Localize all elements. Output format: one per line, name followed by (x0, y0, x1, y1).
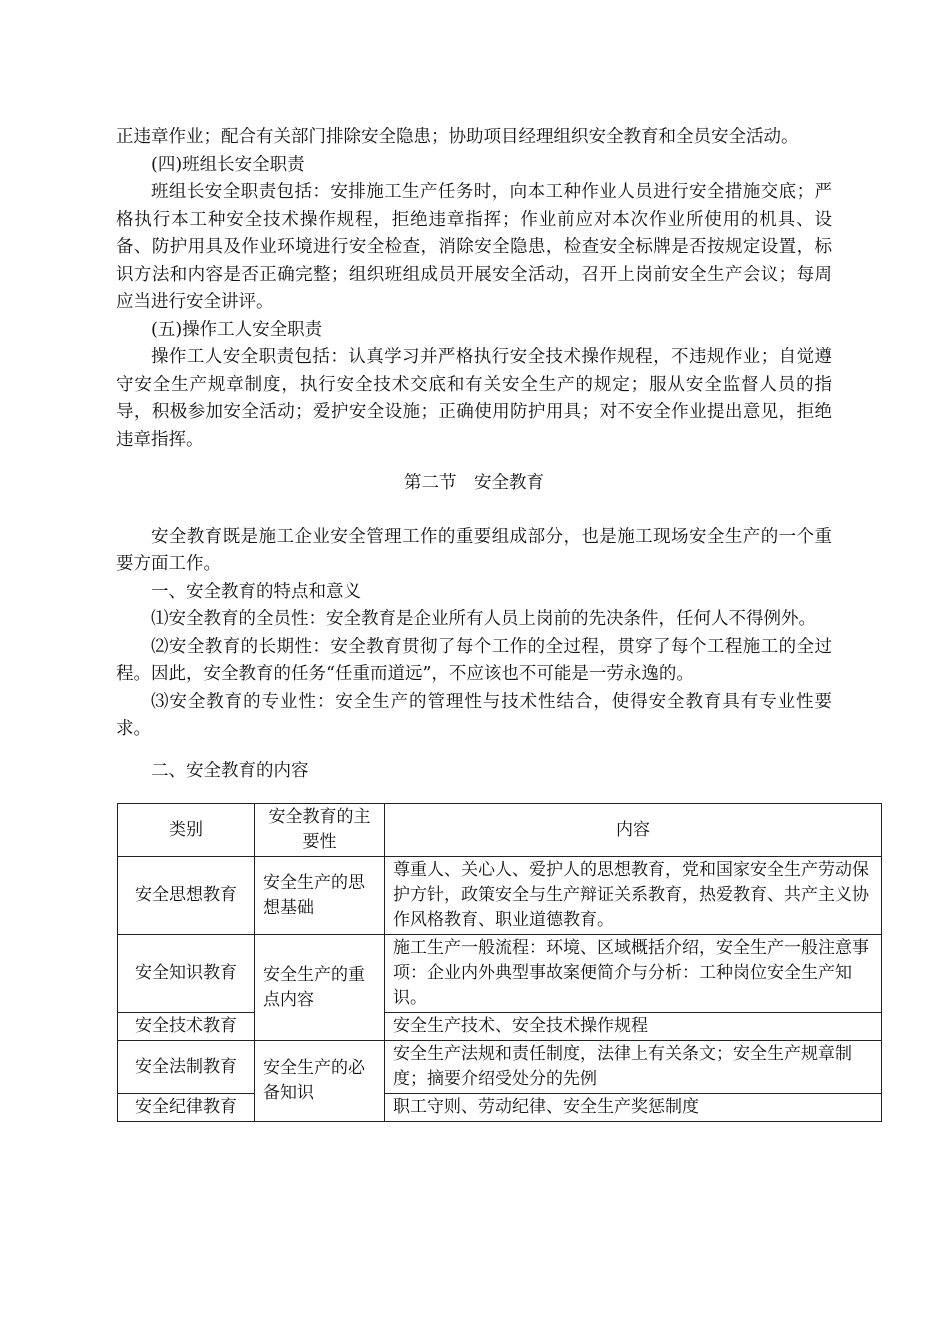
paragraph: 安全教育既是施工企业安全管理工作的重要组成部分，也是施工现场安全生产的一个重要方面工作。 (116, 526, 832, 574)
list-item: ⑴安全教育的全员性：安全教育是企业所有人员上岗前的先决条件，任何人不得例外。 (151, 609, 816, 629)
table-row (118, 1013, 882, 1041)
importance-cell: 安全生产的必备知识 (255, 1041, 385, 1122)
education-content-table (117, 803, 882, 1122)
category-cell: 安全知识教育 (118, 935, 255, 1013)
content-cell: 安全生产法规和责任制度，法律上有关条文；安全生产规章制度；摘要介绍受处分的先例 (385, 1041, 882, 1094)
header-category: 类别 (118, 804, 255, 857)
header-importance: 安全教育的主要性 (255, 804, 385, 857)
content-cell: 安全生产技术、安全技术操作规程 (385, 1013, 882, 1041)
spacer (116, 744, 832, 758)
table-row (118, 857, 882, 935)
importance-cell: 安全生产的思想基础 (255, 857, 385, 935)
table-row (118, 1041, 882, 1094)
list-item: ⑶安全教育的专业性：安全生产的管理性与技术性结合，使得安全教育具有专业性要求。 (116, 691, 832, 739)
content-cell: 职工守则、劳动纪律、安全生产奖惩制度 (385, 1094, 882, 1122)
paragraph: 正违章作业；配合有关部门排除安全隐患；协助项目经理组织安全教育和全员安全活动。 (116, 127, 799, 147)
category-cell: 安全纪律教育 (118, 1094, 255, 1122)
subsection-heading: (四)班组长安全职责 (151, 154, 305, 175)
content-cell: 施工生产一般流程：环境、区域概括介绍，安全生产一般注意事项：企业内外典型事故案便简介与分析：工种岗位安全生产知识。 (385, 935, 882, 1013)
category-cell: 安全法制教育 (118, 1041, 255, 1094)
subsection-heading: 一、安全教育的特点和意义 (151, 581, 361, 602)
table-row (118, 1094, 882, 1122)
table-header-row (118, 804, 882, 857)
category-cell: 安全技术教育 (118, 1013, 255, 1041)
content-cell: 尊重人、关心人、爱护人的思想教育，党和国家安全生产劳动保护方针，政策安全与生产辩证关系教育，热爱教育、共产主义协作风格教育、职业道德教育。 (385, 857, 882, 935)
paragraph: 班组长安全职责包括：安排施工生产任务时，向本工种作业人员进行安全措施交底；严格执行本工种安全技术操作规程，拒绝违章指挥；作业前应对本次作业所使用的机具、设备、防护用具及作业环境进行安全检查，消除安全隐患，检查安全标牌是否按规定设置，标识方法和内容是否正确完整；组织班组成员开展安全活动，召开上岗前安全生产会议；每周应当进行安全讲评。 (116, 182, 832, 312)
list-item: ⑵安全教育的长期性：安全教育贯彻了每个工作的全过程，贯穿了每个工程施工的全过程。因此，安全教育的任务“任重而道远”，不应该也不可能是一劳永逸的。 (116, 636, 832, 684)
paragraph: 操作工人安全职责包括：认真学习并严格执行安全技术操作规程，不违规作业；自觉遵守安全生产规章制度，执行安全技术交底和有关安全生产的规定；服从安全监督人员的指导，积极参加安全活动；爱护安全设施；正确使用防护用具；对不安全作业提出意见，拒绝违章指挥。 (116, 347, 832, 450)
table-row (118, 935, 882, 1013)
subsection-heading: (五)操作工人安全职责 (151, 319, 323, 340)
document-page (116, 124, 832, 785)
category-cell: 安全思想教育 (118, 857, 255, 935)
importance-cell: 安全生产的重点内容 (255, 935, 385, 1041)
header-content: 内容 (385, 804, 882, 857)
subsection-heading: 二、安全教育的内容 (151, 760, 309, 781)
section-title: 第二节 安全教育 (404, 473, 544, 493)
